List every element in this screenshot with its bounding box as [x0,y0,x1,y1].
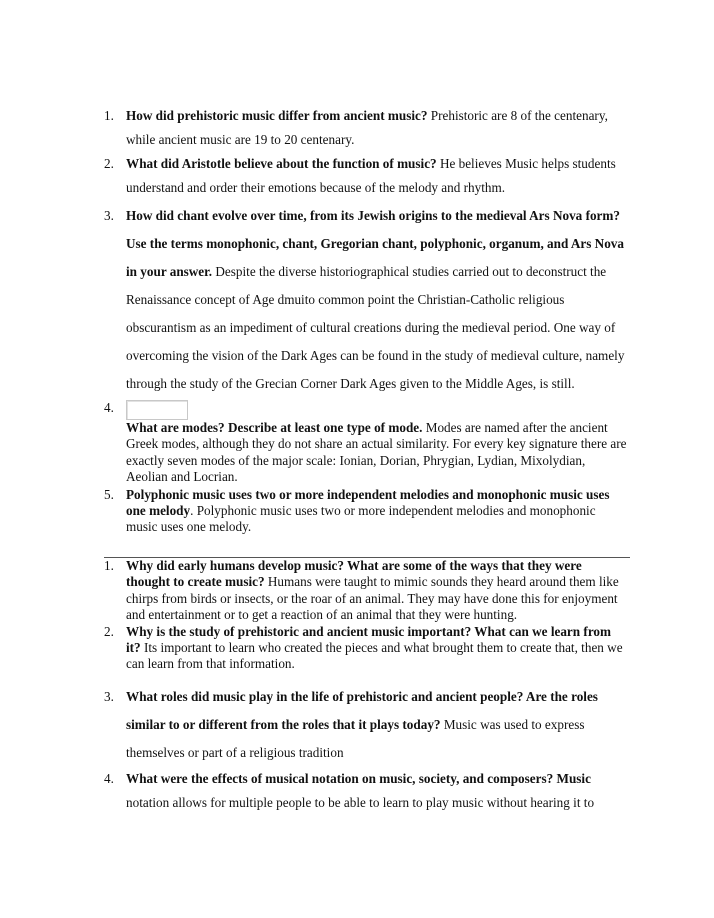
list-item [0,624,714,673]
embedded-text-box[interactable] [126,400,188,420]
item-number: 2. [104,156,114,171]
list-item [0,152,714,200]
question-text: How did prehistoric music differ from ancient music? [126,108,428,123]
item-number: 1. [104,558,114,573]
item-number: 3. [104,208,114,223]
item-number: 5. [104,486,114,502]
answer-text: Its important to learn who created the pieces and what brought them to create that, then we can learn from that information. [126,640,623,672]
item-number: 3. [104,688,114,704]
answer-text: He believes Music helps students understand and order their emotions because of the melody and rhythm. [126,156,616,195]
item-number: 4. [104,770,114,786]
list-item [0,487,714,536]
question-list-secondary [0,558,714,815]
question-text: Why did early humans develop music? What are some of the ways that they were thought to create music? [126,558,582,590]
answer-text: Humans were taught to mimic sounds they heard around them like chirps from birds or insects, or the roar of an animal. They may have done this for enjoyment and entertainment or to get a reaction of an animal that they were hunting. [126,574,619,623]
question-text: What are modes? Describe at least one type of mode. [126,420,423,435]
question-text: Polyphonic music uses two or more independent melodies and monophonic music uses one melody [126,486,610,519]
item-number: 2. [104,623,114,639]
list-item [0,202,714,398]
item-number: 4. [104,400,114,415]
question-text: How did chant evolve over time, from its Jewish origins to the medieval Ars Nova form? Use the terms monophonic, chant, Gregorian chant, polyphonic, organum, and Ars Nova in your answer. [126,208,624,279]
question-text: What roles did music play in the life of prehistoric and ancient people? Are the roles similar to or different from the roles that it plays today? [126,688,598,732]
list-item [0,104,714,152]
item-number: 1. [104,108,114,123]
answer-text: Despite the diverse historiographical studies carried out to deconstruct the Renaissance concept of Age dmuito common point the Christian-Catholic religious obscurantism as an impediment of cultural creations during the medieval period. One way of overcoming the vision of the Dark Ages can be found in the study of medieval culture, namely through the study of the Grecian Corner Dark Ages given to the Middle Ages, is still. [126,264,625,391]
question-list-primary [0,104,714,536]
question-text: Why is the study of prehistoric and ancient music important? What can we learn from it? [126,623,612,656]
question-text: What were the effects of musical notation on music, society, and composers? Music [126,770,591,786]
list-item [0,683,714,767]
answer-text: . Polyphonic music uses two or more independent melodies and monophonic music uses one melody. [126,503,596,535]
question-text: What did Aristotle believe about the function of music? [126,156,437,171]
answer-text: Music was used to express themselves or part of a religious tradition [126,716,585,760]
answer-text: Prehistoric are 8 of the centenary, while ancient music are 19 to 20 centenary. [126,108,608,147]
list-item [0,400,714,486]
list-item [0,558,714,624]
answer-text: Modes are named after the ancient Greek modes, although they do not share an actual similarity. For every key signature there are exactly seven modes of the major scale: Ionian, Dorian, Phrygian, Lydian, Mixolydian, Aeolian and Locrian. [126,420,627,485]
answer-text: notation allows for multiple people to be able to learn to play music without hearing it to [126,794,595,810]
list-item [0,767,714,815]
